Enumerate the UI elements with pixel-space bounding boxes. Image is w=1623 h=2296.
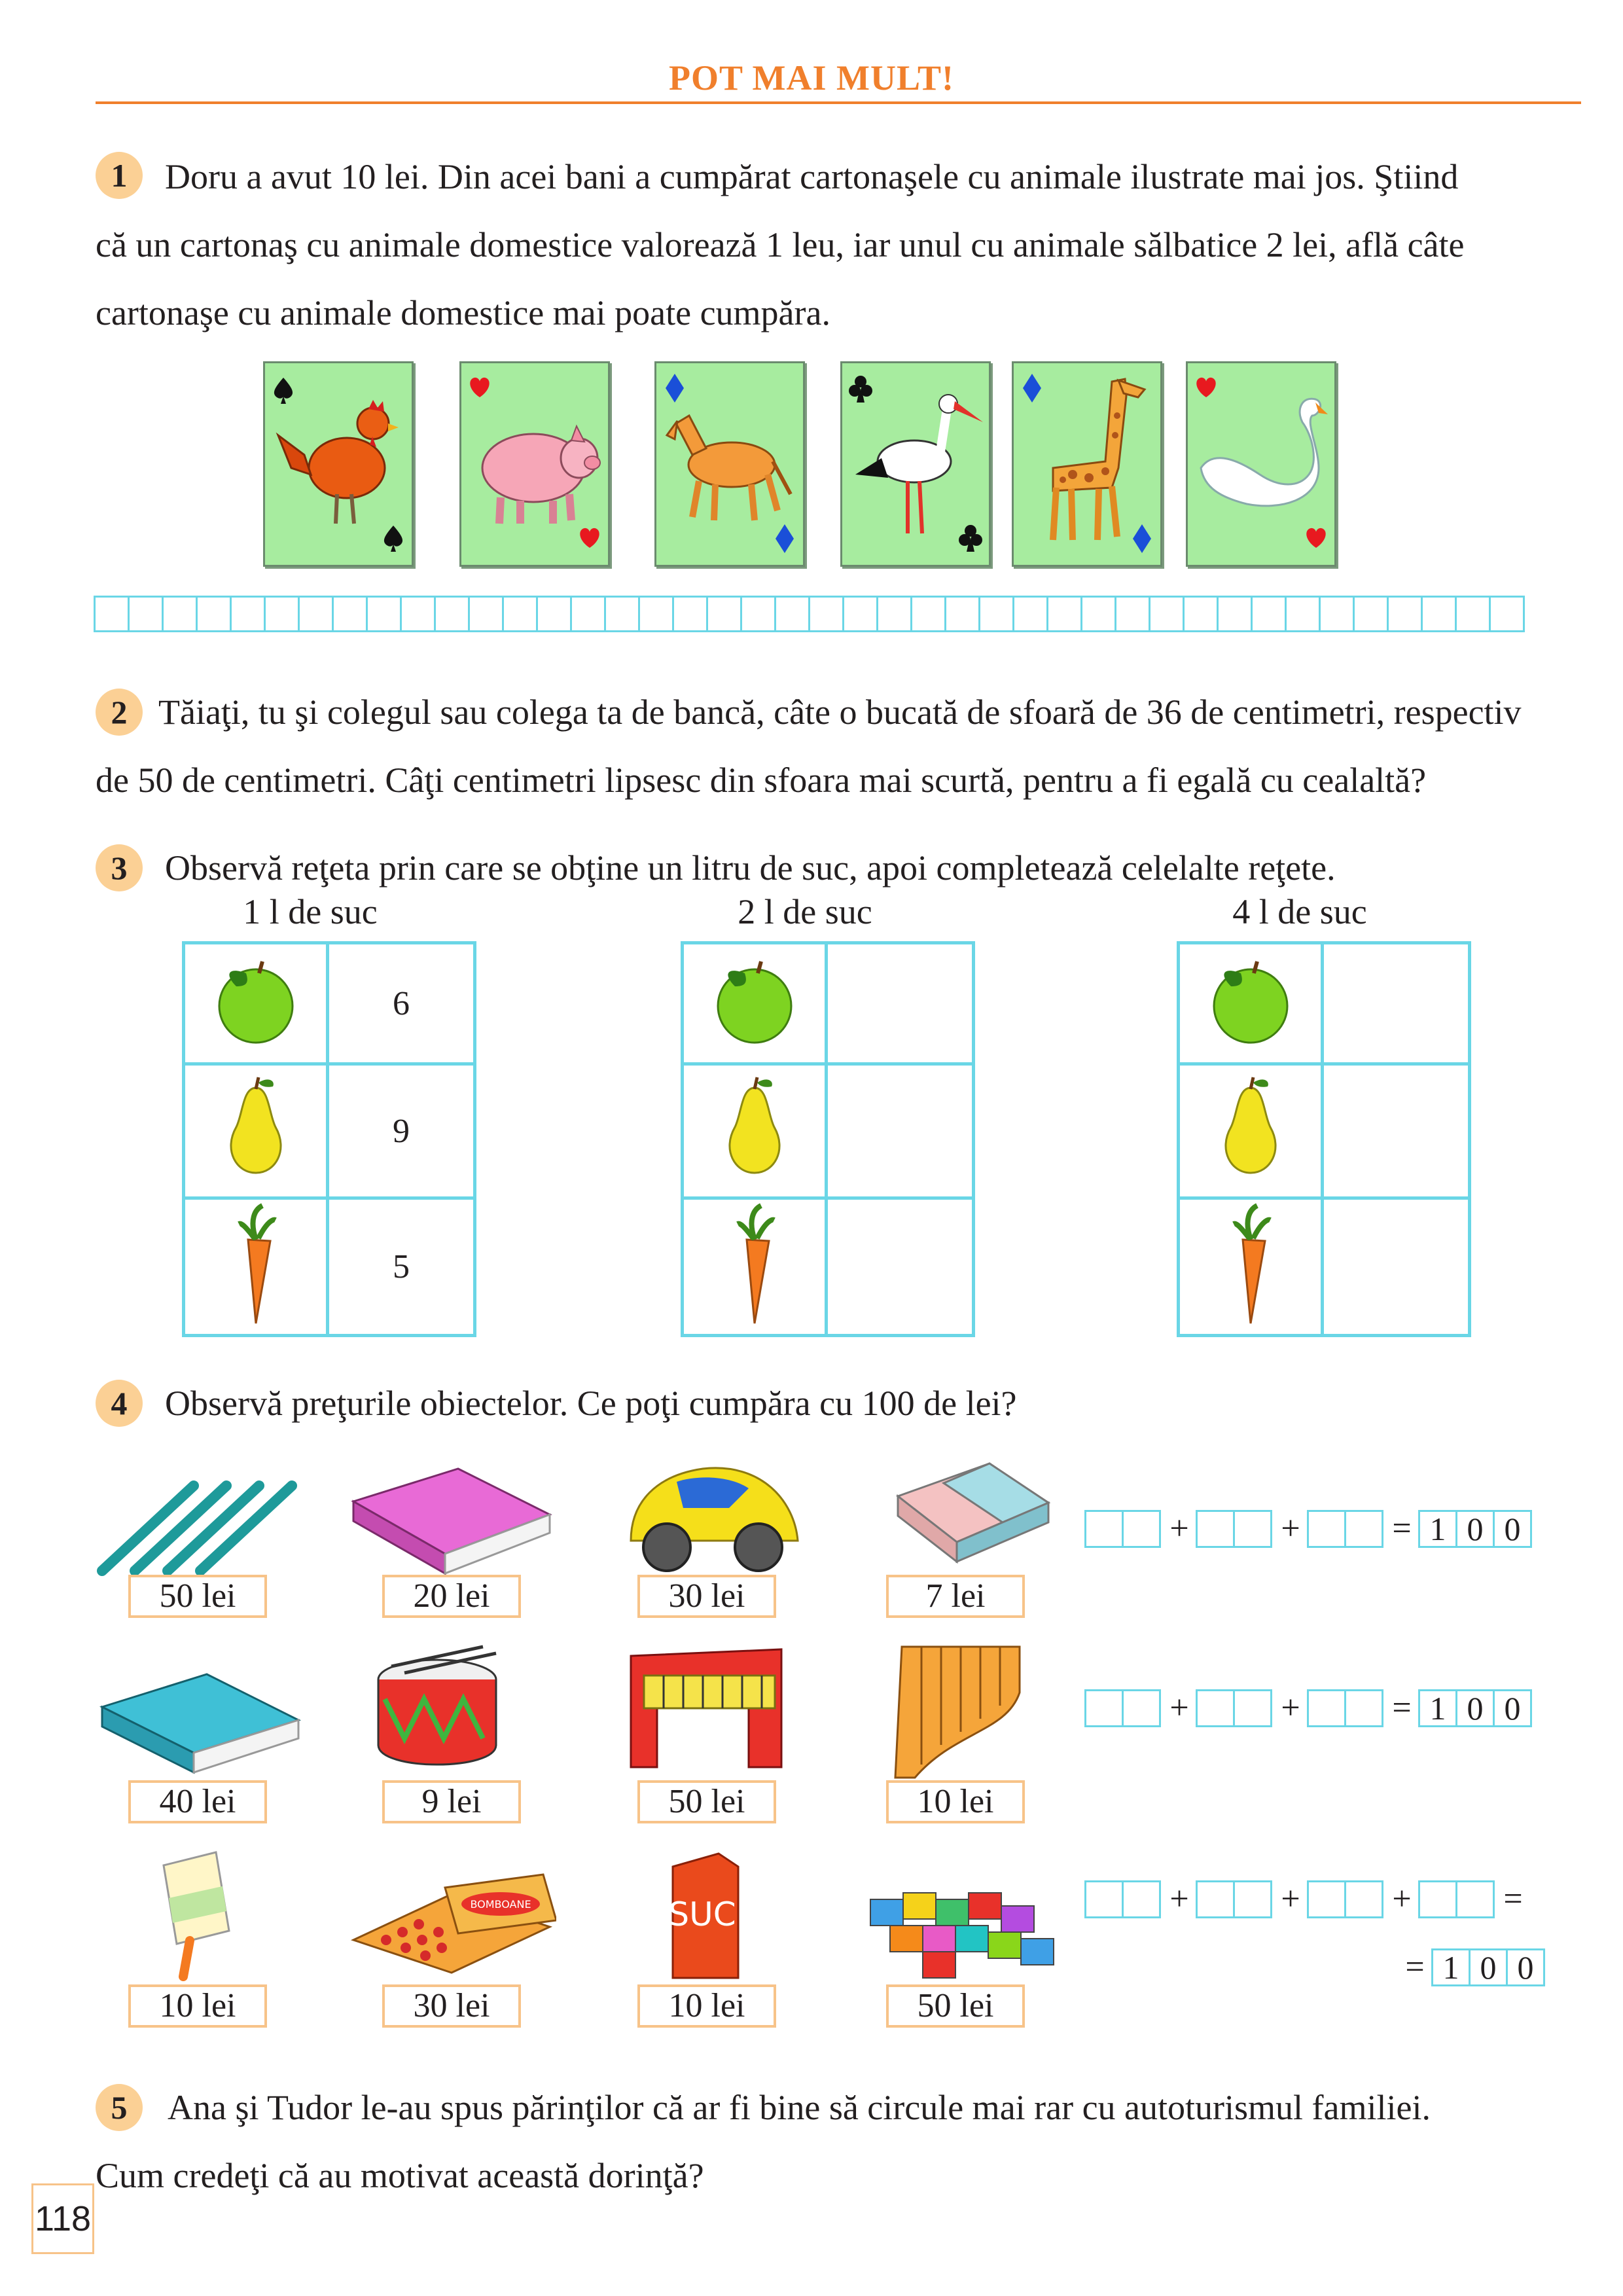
answer-grid-cell[interactable] <box>910 596 946 632</box>
exercise-number-3: 3 <box>96 844 143 891</box>
exercise-number-2: 2 <box>96 689 143 736</box>
candy-box-icon <box>347 1861 556 1979</box>
result-digit: 0 <box>1469 1948 1508 1986</box>
piano-icon <box>618 1636 788 1774</box>
answer-grid-cell[interactable] <box>876 596 912 632</box>
animal-card-swan <box>1186 361 1336 567</box>
eq3-c-digit[interactable] <box>1307 1880 1346 1918</box>
eq2-b-digit[interactable] <box>1233 1689 1272 1727</box>
plus-sign: + <box>1169 1689 1189 1727</box>
ex2-line-2: de 50 de centimetri. Câţi centimetri lipsesc din sfoara mai scurtă, pentru a fi egală cu cealaltă? <box>96 761 1427 800</box>
eq3-d-digit[interactable] <box>1455 1880 1495 1918</box>
result-digit: 1 <box>1431 1948 1471 1986</box>
answer-grid-cell[interactable] <box>1183 596 1219 632</box>
answer-grid-cell[interactable] <box>1115 596 1150 632</box>
answer-grid-cell[interactable] <box>162 596 198 632</box>
heart-icon <box>1196 378 1215 397</box>
club-icon <box>959 525 982 552</box>
price-toy-car: 30 lei <box>637 1575 776 1618</box>
answer-grid-cell[interactable] <box>332 596 368 632</box>
ice-cream-icon <box>124 1839 255 1983</box>
juice-icon <box>666 1847 745 1984</box>
recipe-title-3: 4 l de suc <box>1232 892 1367 931</box>
toy-car-icon <box>618 1449 808 1580</box>
recipe-value-carrots: 5 <box>328 1198 475 1336</box>
answer-grid-cell[interactable] <box>1285 596 1321 632</box>
plus-sign: + <box>1169 1880 1189 1918</box>
answer-grid-cell[interactable] <box>366 596 402 632</box>
eq3-b-digit[interactable] <box>1196 1880 1235 1918</box>
eq1-c-digit[interactable] <box>1307 1510 1346 1548</box>
animal-card-hen <box>263 361 414 567</box>
price-candy-box: 30 lei <box>382 1984 521 2028</box>
pear-icon <box>709 1075 800 1179</box>
eq2-b-digit[interactable] <box>1196 1689 1235 1727</box>
answer-grid-cell[interactable] <box>1353 596 1389 632</box>
stork-icon <box>855 395 983 533</box>
answer-grid-cell[interactable] <box>1319 596 1355 632</box>
eq3-d-digit[interactable] <box>1418 1880 1457 1918</box>
answer-grid-cell[interactable] <box>706 596 742 632</box>
ex5-line-2: Cum credeţi că au motivat această dorinţă? <box>96 2156 704 2195</box>
answer-grid-cell[interactable] <box>1080 596 1116 632</box>
pear-icon <box>1205 1075 1296 1179</box>
equals-sign: = <box>1405 1948 1425 1986</box>
ex1-line-1: Doru a avut 10 lei. Din acei bani a cumpărat cartonaşele cu animale ilustrate mai jos. Ştiind <box>165 157 1459 196</box>
result-digit: 0 <box>1455 1689 1495 1727</box>
ex2-line-1: Tăiaţi, tu şi colegul sau colega ta de bancă, câte o bucată de sfoară de 36 de centimetri, respectiv <box>158 692 1522 732</box>
recipe-value-apples: 6 <box>328 943 475 1064</box>
diamond-icon <box>1133 524 1151 553</box>
horse-icon <box>667 416 791 520</box>
recipe-2-pears-input[interactable] <box>827 1064 974 1198</box>
price-pens: 50 lei <box>128 1575 267 1618</box>
price-eraser: 7 lei <box>886 1575 1025 1618</box>
equation-row-1 <box>1086 1509 1532 1548</box>
pear-icon <box>210 1075 302 1179</box>
result-digit: 0 <box>1493 1510 1532 1548</box>
page-number: 118 <box>31 2183 94 2254</box>
spade-icon <box>384 526 402 552</box>
answer-grid-cell[interactable] <box>842 596 878 632</box>
diamond-icon <box>1023 374 1041 403</box>
answer-grid-cell[interactable] <box>808 596 844 632</box>
exercise-number-4: 4 <box>96 1380 143 1427</box>
eq1-c-digit[interactable] <box>1344 1510 1383 1548</box>
apple-icon <box>210 954 302 1045</box>
equals-sign: = <box>1392 1510 1412 1547</box>
result-digit: 0 <box>1493 1689 1532 1727</box>
plus-sign: + <box>1281 1689 1300 1727</box>
animal-card-giraffe <box>1012 361 1162 567</box>
answer-grid-cell[interactable] <box>944 596 980 632</box>
eq2-a-digit[interactable] <box>1084 1689 1124 1727</box>
diamond-icon <box>776 524 794 553</box>
eraser-icon <box>885 1457 1055 1568</box>
equals-sign: = <box>1503 1880 1523 1918</box>
eq3-b-digit[interactable] <box>1233 1880 1272 1918</box>
eq2-a-digit[interactable] <box>1122 1689 1161 1727</box>
heart-icon <box>580 528 599 548</box>
recipe-2-apples-input[interactable] <box>827 943 974 1064</box>
animal-card-horse <box>654 361 805 567</box>
recipe-3-pears-input[interactable] <box>1323 1064 1470 1198</box>
pig-icon <box>482 426 600 524</box>
giraffe-icon <box>1053 379 1145 540</box>
result-digit: 0 <box>1506 1948 1545 1986</box>
club-icon <box>849 376 872 403</box>
recipe-3-apples-input[interactable] <box>1323 943 1470 1064</box>
answer-grid-cell[interactable] <box>774 596 810 632</box>
recipe-table-3 <box>1177 941 1471 1337</box>
answer-grid-cell[interactable] <box>400 596 436 632</box>
ex5-line-1: Ana şi Tudor le-au spus părinţilor că ar fi bine să circule mai rar cu autoturismul familiei. <box>168 2088 1431 2127</box>
answer-grid-cell[interactable] <box>264 596 300 632</box>
plus-sign: + <box>1281 1510 1300 1547</box>
answer-grid-cell[interactable] <box>94 596 130 632</box>
plus-sign: + <box>1281 1880 1300 1918</box>
book-icon <box>347 1456 556 1580</box>
equals-sign: = <box>1392 1689 1412 1727</box>
carrot-icon <box>210 1200 302 1325</box>
exercise-number-5: 5 <box>96 2084 143 2131</box>
candy-box-label: BOMBOANE <box>470 1898 531 1910</box>
answer-grid-cell[interactable] <box>1012 596 1048 632</box>
page-header-title: POT MAI MULT! <box>668 58 955 98</box>
result-digit: 1 <box>1418 1689 1457 1727</box>
price-ice-cream: 10 lei <box>128 1984 267 2028</box>
apple-icon <box>1205 954 1296 1045</box>
swan-icon <box>1201 399 1328 506</box>
price-pink-book: 20 lei <box>382 1575 521 1618</box>
answer-grid-cell[interactable] <box>1149 596 1185 632</box>
heart-icon <box>1306 528 1325 548</box>
price-juice: 10 lei <box>637 1984 776 2028</box>
answer-grid-cell[interactable] <box>570 596 606 632</box>
recipe-title-1: 1 l de suc <box>243 892 378 931</box>
answer-grid-cell[interactable] <box>1421 596 1457 632</box>
heart-icon <box>470 378 489 397</box>
eq1-b-digit[interactable] <box>1233 1510 1272 1548</box>
apple-icon <box>709 954 800 1045</box>
equation-row-3-result <box>1397 1948 1545 1986</box>
eq1-b-digit[interactable] <box>1196 1510 1235 1548</box>
equation-row-3 <box>1086 1880 1531 1918</box>
recipe-3-carrots-input[interactable] <box>1323 1198 1470 1336</box>
pan-flute-icon <box>876 1634 1039 1784</box>
ex3-instruction: Observă reţeta prin care se obţine un litru de suc, apoi completează celelalte reţete. <box>165 848 1336 888</box>
animal-card-pig <box>459 361 610 567</box>
answer-grid-cell[interactable] <box>1217 596 1253 632</box>
result-digit: 1 <box>1418 1510 1457 1548</box>
answer-grid-cell[interactable] <box>1046 596 1082 632</box>
hen-icon <box>278 400 399 524</box>
price-piano: 50 lei <box>637 1780 776 1823</box>
answer-grid-cell[interactable] <box>434 596 470 632</box>
answer-grid-cell[interactable] <box>1455 596 1491 632</box>
answer-grid-cell[interactable] <box>468 596 504 632</box>
eq1-a-digit[interactable] <box>1122 1510 1161 1548</box>
answer-grid-cell[interactable] <box>128 596 164 632</box>
price-puzzle: 50 lei <box>886 1984 1025 2028</box>
answer-grid-cell[interactable] <box>604 596 640 632</box>
answer-grid-cell[interactable] <box>196 596 232 632</box>
carrot-icon <box>1205 1200 1296 1325</box>
price-pan-flute: 10 lei <box>886 1780 1025 1823</box>
ex1-line-3: cartonaşe cu animale domestice mai poate cumpăra. <box>96 293 830 332</box>
plus-sign: + <box>1392 1880 1412 1918</box>
exercise-number-1: 1 <box>96 152 143 199</box>
price-drum: 9 lei <box>382 1780 521 1823</box>
pens-icon <box>96 1466 305 1577</box>
eq3-a-digit[interactable] <box>1084 1880 1124 1918</box>
answer-grid-cell[interactable] <box>672 596 708 632</box>
apple-cell <box>184 943 328 1064</box>
answer-grid-cell[interactable] <box>502 596 538 632</box>
answer-grid-cell[interactable] <box>298 596 334 632</box>
eq1-a-digit[interactable] <box>1084 1510 1124 1548</box>
book-icon <box>96 1661 305 1779</box>
ex1-line-2: că un cartonaş cu animale domestice valorează 1 leu, iar unul cu animale sălbatice 2 lei, află câte <box>96 225 1465 264</box>
juice-label: SUC <box>668 1895 736 1933</box>
result-digit: 0 <box>1455 1510 1495 1548</box>
header-divider <box>96 101 1581 104</box>
eq3-a-digit[interactable] <box>1122 1880 1161 1918</box>
recipe-table-1 <box>182 941 476 1337</box>
answer-grid-cell[interactable] <box>978 596 1014 632</box>
drum-icon <box>365 1634 509 1778</box>
eq3-c-digit[interactable] <box>1344 1880 1383 1918</box>
answer-grid-cell[interactable] <box>638 596 674 632</box>
answer-grid-cell[interactable] <box>536 596 572 632</box>
ex4-instruction: Observă preţurile obiectelor. Ce poţi cumpăra cu 100 de lei? <box>165 1384 1017 1423</box>
spade-icon <box>274 378 293 404</box>
diamond-icon <box>666 374 684 403</box>
plus-sign: + <box>1169 1510 1189 1547</box>
equation-row-2 <box>1086 1689 1532 1727</box>
animal-card-stork <box>840 361 991 567</box>
recipe-table-2 <box>681 941 975 1337</box>
answer-grid-cell[interactable] <box>1387 596 1423 632</box>
answer-grid-cell[interactable] <box>740 596 776 632</box>
recipe-value-pears: 9 <box>328 1064 475 1198</box>
puzzle-icon <box>857 1880 1067 1991</box>
price-blue-book: 40 lei <box>128 1780 267 1823</box>
answer-grid-cell[interactable] <box>230 596 266 632</box>
eq2-c-digit[interactable] <box>1307 1689 1346 1727</box>
answer-grid-row[interactable] <box>96 596 1525 632</box>
answer-grid-cell[interactable] <box>1489 596 1525 632</box>
recipe-2-carrots-input[interactable] <box>827 1198 974 1336</box>
eq2-c-digit[interactable] <box>1344 1689 1383 1727</box>
carrot-icon <box>709 1200 800 1325</box>
answer-grid-cell[interactable] <box>1251 596 1287 632</box>
recipe-title-2: 2 l de suc <box>738 892 872 931</box>
